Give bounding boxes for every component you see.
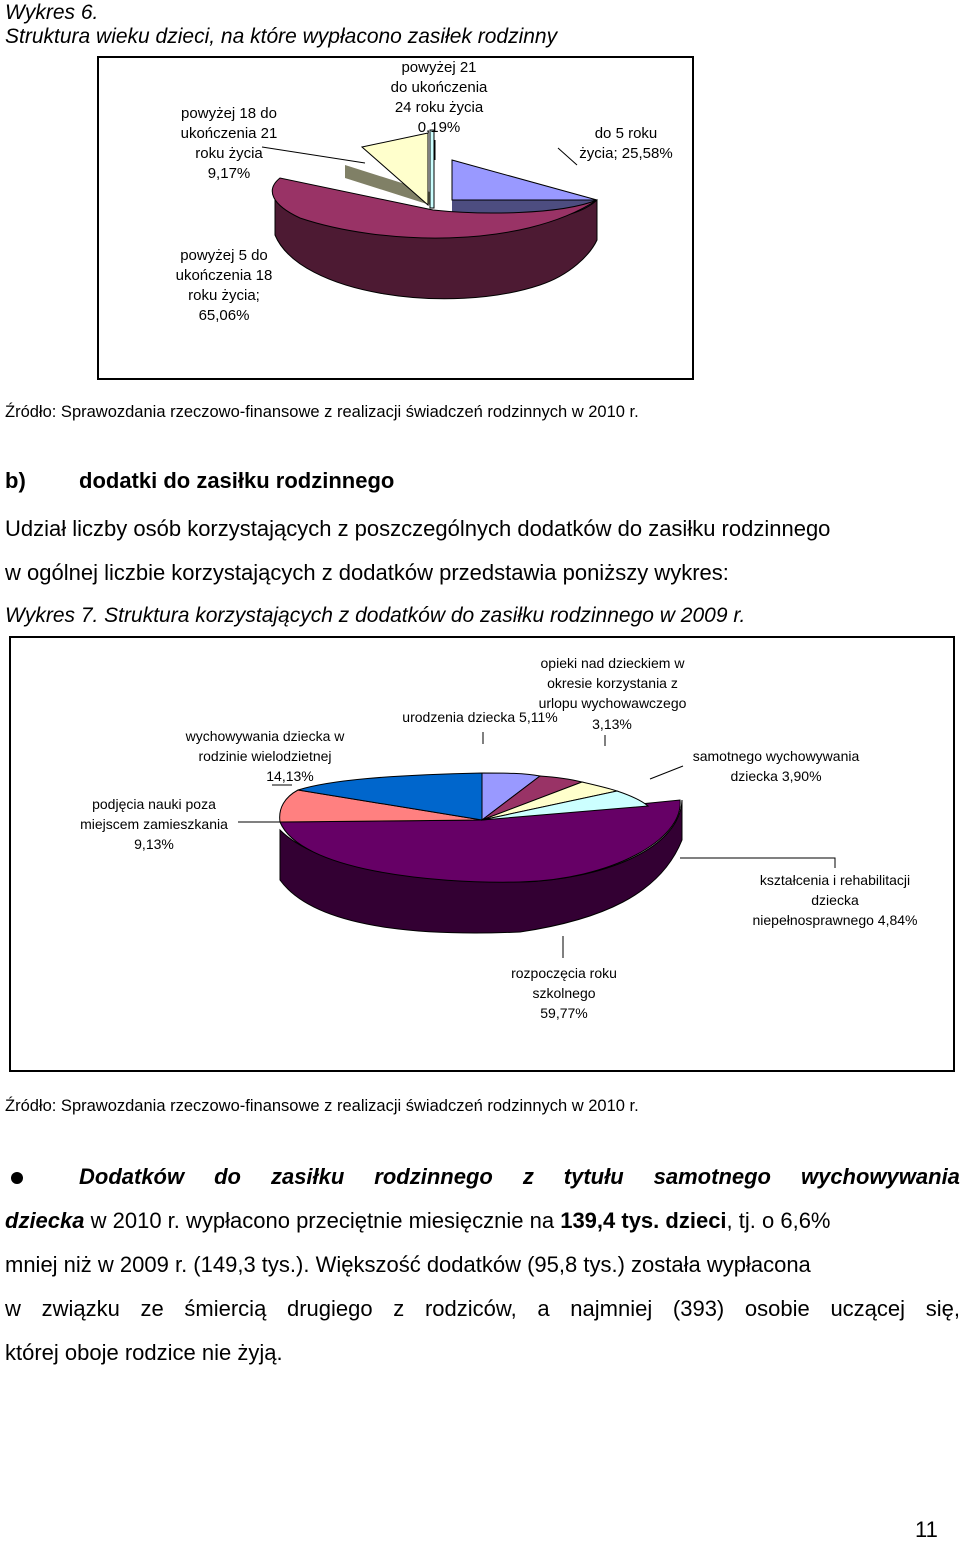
section-b-marker: b) (5, 468, 26, 493)
chart1-caption-title: Struktura wieku dzieci, na które wypłacono zasiłek rodzinny (5, 25, 558, 48)
chart2-label-podjecia: podjęcia nauki poza miejscem zamieszkania 9,13% (80, 796, 228, 852)
page-number: 11 (915, 1517, 938, 1542)
bullet-dot-icon (11, 1172, 23, 1184)
chart2-label-wielodzietna: wychowywania dziecka w rodzinie wielodzietnej 14,13% (185, 728, 345, 784)
chart1-label-upto5: do 5 roku życia; 25,58% (579, 125, 673, 162)
bullet-line1: Dodatków do zasiłku rodzinnego z tytułu samotnego wychowywania (79, 1164, 960, 1189)
bullet-line5: której oboje rodzice nie żyją. (5, 1340, 283, 1365)
bullet-line4: w związku ze śmiercią drugiego z rodziców, a najmniej (393) osobie uczącej się, (5, 1296, 960, 1321)
chart2-source: Źródło: Sprawozdania rzeczowo-finansowe z realizacji świadczeń rodzinnych w 2010 r. (5, 1097, 639, 1115)
chart1-source: Źródło: Sprawozdania rzeczowo-finansowe z realizacji świadczeń rodzinnych w 2010 r. (5, 403, 639, 421)
chart1-label-over5: powyżej 5 do ukończenia 18 roku życia; 65,06% (175, 247, 273, 324)
section-b-para-line2: w ogólnej liczbie korzystających z dodatków przedstawia poniższy wykres: (5, 560, 729, 585)
section-b-para-line1: Udział liczby osób korzystających z poszczególnych dodatków do zasiłku rodzinnego (5, 516, 831, 541)
chart2-label-ksztalcenia: kształcenia i rehabilitacji dziecka niepełnosprawnego 4,84% (752, 872, 918, 928)
chart2-label-opieki: opieki nad dzieckiem w okresie korzystania z urlopu wychowawczego (538, 655, 687, 711)
chart2-caption: Wykres 7. Struktura korzystających z dodatków do zasiłku rodzinnego w 2009 r. (5, 604, 746, 627)
chart2-label-urodzenia: urodzenia dziecka 5,11% (402, 709, 558, 725)
chart2-leader-ksztalcenia (680, 858, 835, 868)
chart1-caption-label: Wykres 6. (5, 1, 99, 24)
chart1-label-over18: powyżej 18 do ukończenia 21 roku życia 9,17% (180, 105, 278, 182)
bullet-line3: mniej niż w 2009 r. (149,3 tys.). Większość dodatków (95,8 tys.) została wypłacona (5, 1252, 811, 1277)
chart1-label-over21: powyżej 21 do ukończenia 24 roku życia 0,19% (390, 59, 488, 136)
chart2-label-opieki-pct: 3,13% (592, 716, 632, 732)
bullet-line2: dziecka w 2010 r. wypłacono przeciętnie miesięcznie na 139,4 tys. dzieci, tj. o 6,6% (5, 1208, 831, 1233)
chart2-label-rozpoczecia: rozpoczęcia roku szkolnego 59,77% (511, 965, 617, 1021)
section-b-title: dodatki do zasiłku rodzinnego (79, 468, 395, 493)
chart2-label-samotnego: samotnego wychowywania dziecka 3,90% (692, 748, 860, 784)
